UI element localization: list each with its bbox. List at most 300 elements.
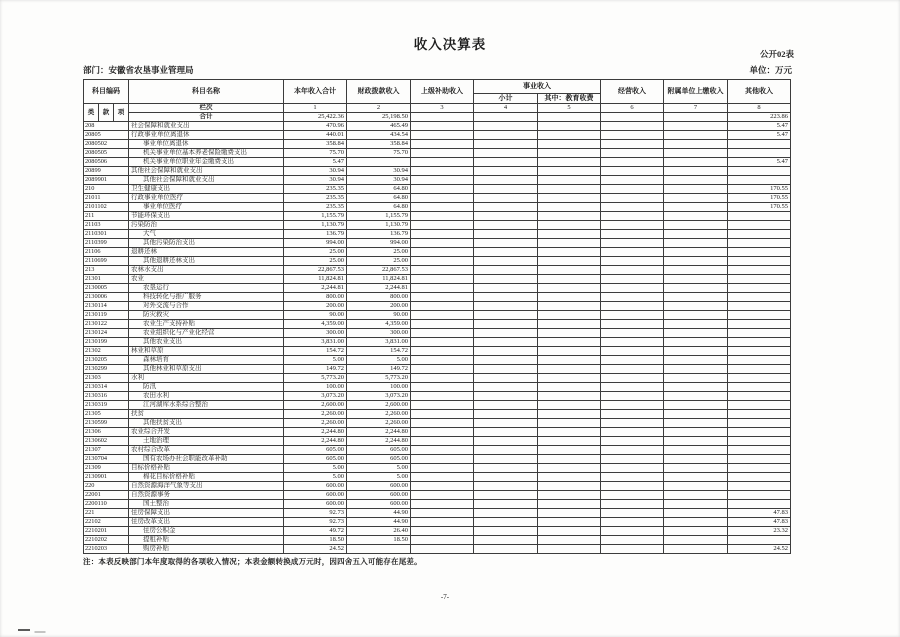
value-cell [538, 401, 601, 410]
value-cell [347, 158, 411, 167]
subject-name-cell: 机关事业单位基本养老保险缴费支出 [129, 149, 284, 158]
subject-name-cell: 江河湖库水系综合整治 [129, 401, 284, 410]
subject-code-cell: 2130205 [84, 356, 129, 365]
value-cell [538, 203, 601, 212]
value-cell [474, 428, 538, 437]
value-cell [538, 221, 601, 230]
table-row [84, 374, 791, 383]
value-cell [411, 383, 474, 392]
value-cell: 30.94 [284, 167, 347, 176]
header-subordinate-remit: 附属单位上缴收入 [664, 80, 728, 104]
value-cell [538, 131, 601, 140]
value-cell [601, 419, 664, 428]
value-cell [664, 122, 728, 131]
value-cell: 300.00 [284, 329, 347, 338]
value-cell: 2,244.81 [347, 284, 411, 293]
value-cell [728, 320, 791, 329]
value-cell [728, 410, 791, 419]
value-cell: 2,244.80 [347, 437, 411, 446]
value-cell: 170.55 [728, 194, 791, 203]
subject-name-cell: 农田水利 [129, 392, 284, 401]
value-cell: 136.79 [284, 230, 347, 239]
value-cell [728, 482, 791, 491]
value-cell [474, 509, 538, 518]
value-cell [538, 212, 601, 221]
subject-name-cell: 行政事业单位离退休 [129, 131, 284, 140]
subject-code-cell: 21307 [84, 446, 129, 455]
subject-name-cell: 国土整治 [129, 500, 284, 509]
value-cell [664, 401, 728, 410]
column-index-1: 1 [284, 104, 347, 113]
value-cell [474, 491, 538, 500]
value-cell [411, 446, 474, 455]
value-cell [728, 293, 791, 302]
value-cell [411, 428, 474, 437]
value-cell [664, 212, 728, 221]
value-cell: 23.32 [728, 527, 791, 536]
value-cell [474, 410, 538, 419]
subject-code-cell: 2080506 [84, 158, 129, 167]
value-cell [601, 131, 664, 140]
value-cell [664, 392, 728, 401]
value-cell: 92.73 [284, 509, 347, 518]
value-cell: 4,359.00 [347, 320, 411, 329]
value-cell [411, 437, 474, 446]
subject-name-cell: 住房公积金 [129, 527, 284, 536]
footnote: 注：本表反映部门本年度取得的各项收入情况；本表金额转换成万元时，因四舍五入可能存在尾差。 [83, 557, 422, 566]
subject-name-cell: 其他农业支出 [129, 338, 284, 347]
value-cell [538, 320, 601, 329]
subject-name-cell: 住房改革支出 [129, 518, 284, 527]
value-cell [601, 455, 664, 464]
subject-code-cell: 21303 [84, 374, 129, 383]
value-cell [601, 230, 664, 239]
table-row [84, 248, 791, 257]
value-cell [601, 257, 664, 266]
value-cell [601, 437, 664, 446]
subject-name-cell: 社会保障和就业支出 [129, 122, 284, 131]
value-cell [601, 383, 664, 392]
subject-name-cell: 棉花目标价格补贴 [129, 473, 284, 482]
total-value-1: 25,422.36 [284, 113, 347, 122]
table-row [84, 122, 791, 131]
value-cell: 64.80 [347, 203, 411, 212]
total-value-5 [538, 113, 601, 122]
value-cell [411, 230, 474, 239]
subject-code-cell: 220 [84, 482, 129, 491]
value-cell: 600.00 [284, 482, 347, 491]
value-cell [664, 482, 728, 491]
value-cell [601, 509, 664, 518]
value-cell [538, 509, 601, 518]
value-cell: 5.00 [284, 464, 347, 473]
value-cell [664, 149, 728, 158]
subject-code-cell: 2130314 [84, 383, 129, 392]
subject-code-cell: 2110301 [84, 230, 129, 239]
value-cell [538, 410, 601, 419]
value-cell [601, 464, 664, 473]
value-cell [664, 140, 728, 149]
value-cell [474, 401, 538, 410]
table-row [84, 158, 791, 167]
value-cell [601, 374, 664, 383]
subject-code-cell: 2130199 [84, 338, 129, 347]
table-row [84, 527, 791, 536]
subject-name-cell: 购房补贴 [129, 545, 284, 554]
subject-code-cell: 20805 [84, 131, 129, 140]
subject-name-cell: 自然资源事务 [129, 491, 284, 500]
subject-name-cell: 对外交流与合作 [129, 302, 284, 311]
value-cell [664, 248, 728, 257]
subject-code-cell: 2210202 [84, 536, 129, 545]
value-cell: 600.00 [347, 500, 411, 509]
value-cell [601, 392, 664, 401]
value-cell [664, 203, 728, 212]
table-row [84, 140, 791, 149]
value-cell [538, 500, 601, 509]
header-superior-subsidy: 上级补助收入 [411, 80, 474, 104]
value-cell [411, 401, 474, 410]
value-cell [411, 203, 474, 212]
subject-name-cell: 其他林业和草原支出 [129, 365, 284, 374]
subject-name-cell: 机关事业单位职业年金缴费支出 [129, 158, 284, 167]
subject-code-cell: 208 [84, 122, 129, 131]
subject-name-cell: 其他扶贫支出 [129, 419, 284, 428]
header-operating-income: 经营收入 [601, 80, 664, 104]
value-cell [474, 302, 538, 311]
table-row [84, 230, 791, 239]
subject-code-cell: 21011 [84, 194, 129, 203]
value-cell [411, 347, 474, 356]
value-cell: 30.94 [347, 176, 411, 185]
value-cell [474, 338, 538, 347]
value-cell [474, 257, 538, 266]
value-cell [411, 266, 474, 275]
total-row-label: 合计 [129, 113, 284, 122]
value-cell: 75.70 [347, 149, 411, 158]
value-cell [664, 131, 728, 140]
column-index-3: 3 [411, 104, 474, 113]
value-cell [538, 248, 601, 257]
value-cell [664, 527, 728, 536]
subject-name-cell: 科技转化与推广服务 [129, 293, 284, 302]
value-cell [538, 167, 601, 176]
value-cell: 25.00 [347, 257, 411, 266]
value-cell [601, 167, 664, 176]
value-cell [601, 176, 664, 185]
value-cell [538, 266, 601, 275]
value-cell [411, 329, 474, 338]
value-cell: 3,073.20 [284, 392, 347, 401]
value-cell [601, 338, 664, 347]
value-cell [474, 248, 538, 257]
value-cell: 5,773.20 [284, 374, 347, 383]
subject-code-cell: 221 [84, 509, 129, 518]
value-cell [601, 194, 664, 203]
table-row [84, 284, 791, 293]
value-cell [728, 302, 791, 311]
value-cell [728, 221, 791, 230]
value-cell [474, 536, 538, 545]
subject-code-cell: 2130599 [84, 419, 129, 428]
value-cell: 24.52 [284, 545, 347, 554]
table-row [84, 320, 791, 329]
value-cell [411, 194, 474, 203]
value-cell [601, 473, 664, 482]
table-row [84, 545, 791, 554]
value-cell [728, 167, 791, 176]
value-cell: 440.01 [284, 131, 347, 140]
column-index-2: 2 [347, 104, 411, 113]
value-cell: 30.94 [347, 167, 411, 176]
value-cell [411, 140, 474, 149]
value-cell: 200.00 [284, 302, 347, 311]
revenue-table-container [83, 79, 793, 567]
value-cell [538, 185, 601, 194]
value-cell [474, 185, 538, 194]
subject-name-cell: 农垦运行 [129, 284, 284, 293]
value-cell: 26.40 [347, 527, 411, 536]
value-cell [538, 158, 601, 167]
subject-code-cell: 2210201 [84, 527, 129, 536]
subject-code-cell: 2130901 [84, 473, 129, 482]
value-cell [728, 149, 791, 158]
value-cell [538, 176, 601, 185]
value-cell [664, 473, 728, 482]
value-cell: 25.00 [284, 248, 347, 257]
value-cell: 90.00 [347, 311, 411, 320]
value-cell [601, 428, 664, 437]
value-cell [474, 275, 538, 284]
value-cell: 49.72 [284, 527, 347, 536]
subject-name-cell: 目标价格补贴 [129, 464, 284, 473]
subject-name-cell: 农业生产支持补贴 [129, 320, 284, 329]
column-index-4: 4 [474, 104, 538, 113]
code-sub-kuan: 款 [99, 104, 114, 122]
subject-code-cell: 21302 [84, 347, 129, 356]
total-value-4 [474, 113, 538, 122]
table-row [84, 302, 791, 311]
value-cell [601, 500, 664, 509]
value-cell: 2,244.81 [284, 284, 347, 293]
subject-code-cell: 2130299 [84, 365, 129, 374]
value-cell [538, 122, 601, 131]
table-row [84, 257, 791, 266]
value-cell [538, 302, 601, 311]
subject-code-cell: 21106 [84, 248, 129, 257]
value-cell: 2,260.00 [347, 410, 411, 419]
value-cell [728, 347, 791, 356]
value-cell [538, 536, 601, 545]
table-row [84, 365, 791, 374]
value-cell [411, 122, 474, 131]
subject-code-cell: 2080505 [84, 149, 129, 158]
value-cell [728, 356, 791, 365]
subject-name-cell: 土地治理 [129, 437, 284, 446]
value-cell [474, 527, 538, 536]
value-cell [474, 455, 538, 464]
value-cell: 64.80 [347, 185, 411, 194]
value-cell [538, 230, 601, 239]
total-value-2: 25,198.50 [347, 113, 411, 122]
subject-code-cell: 213 [84, 266, 129, 275]
column-index-row [84, 104, 791, 113]
value-cell [474, 167, 538, 176]
value-cell: 100.00 [347, 383, 411, 392]
value-cell: 994.00 [347, 239, 411, 248]
scan-artifact [18, 629, 30, 631]
header-fiscal-appropriation: 财政拨款收入 [347, 80, 411, 104]
table-row [84, 491, 791, 500]
value-cell: 25.00 [347, 248, 411, 257]
value-cell [664, 347, 728, 356]
value-cell: 465.49 [347, 122, 411, 131]
value-cell: 1,130.79 [347, 221, 411, 230]
table-row [84, 275, 791, 284]
value-cell [411, 536, 474, 545]
value-cell [664, 230, 728, 239]
value-cell [474, 437, 538, 446]
value-cell [411, 410, 474, 419]
value-cell [411, 473, 474, 482]
value-cell [474, 293, 538, 302]
value-cell [538, 338, 601, 347]
value-cell [728, 140, 791, 149]
value-cell [474, 203, 538, 212]
table-row [84, 149, 791, 158]
value-cell: 75.70 [284, 149, 347, 158]
table-row [84, 212, 791, 221]
subject-code-cell: 2130319 [84, 401, 129, 410]
header-row-1 [84, 80, 791, 94]
value-cell [474, 446, 538, 455]
subject-code-cell: 21103 [84, 221, 129, 230]
value-cell: 22,867.53 [284, 266, 347, 275]
value-cell [411, 527, 474, 536]
total-value-7 [664, 113, 728, 122]
value-cell [538, 392, 601, 401]
value-cell [664, 491, 728, 500]
value-cell [474, 311, 538, 320]
value-cell [664, 257, 728, 266]
value-cell [538, 149, 601, 158]
value-cell [601, 221, 664, 230]
value-cell: 2,244.80 [347, 428, 411, 437]
subject-name-cell: 农业组织化与产业化经营 [129, 329, 284, 338]
value-cell [601, 545, 664, 554]
subject-name-cell: 农林水支出 [129, 266, 284, 275]
value-cell [728, 275, 791, 284]
subject-code-cell: 2110399 [84, 239, 129, 248]
value-cell: 18.50 [347, 536, 411, 545]
value-cell: 235.35 [284, 203, 347, 212]
value-cell: 3,831.00 [347, 338, 411, 347]
value-cell [411, 320, 474, 329]
revenue-table [83, 79, 791, 554]
table-row [84, 383, 791, 392]
value-cell [664, 221, 728, 230]
value-cell: 5.00 [347, 464, 411, 473]
value-cell: 3,831.00 [284, 338, 347, 347]
value-cell [474, 131, 538, 140]
header-other-income: 其他收入 [728, 80, 791, 104]
value-cell [411, 293, 474, 302]
value-cell: 11,824.81 [347, 275, 411, 284]
value-cell [411, 131, 474, 140]
value-cell: 2,600.00 [284, 401, 347, 410]
table-row [84, 356, 791, 365]
value-cell: 605.00 [284, 446, 347, 455]
value-cell [728, 257, 791, 266]
subject-name-cell: 事业单位医疗 [129, 203, 284, 212]
value-cell [728, 338, 791, 347]
table-body [84, 122, 791, 554]
unit-label: 单位：万元 [749, 65, 792, 75]
value-cell [664, 194, 728, 203]
value-cell [474, 419, 538, 428]
value-cell: 18.50 [284, 536, 347, 545]
table-row [84, 131, 791, 140]
table-row [84, 221, 791, 230]
value-cell [728, 491, 791, 500]
form-code-label: 公开02表 [759, 49, 794, 59]
subject-code-cell: 21305 [84, 410, 129, 419]
value-cell [601, 302, 664, 311]
subject-name-cell: 森林培育 [129, 356, 284, 365]
subject-code-cell: 21309 [84, 464, 129, 473]
value-cell [601, 347, 664, 356]
value-cell [474, 194, 538, 203]
value-cell: 358.84 [347, 140, 411, 149]
subject-name-cell: 提租补贴 [129, 536, 284, 545]
table-row [84, 347, 791, 356]
table-row [84, 518, 791, 527]
value-cell [664, 158, 728, 167]
value-cell [411, 455, 474, 464]
column-index-5: 5 [538, 104, 601, 113]
value-cell [664, 428, 728, 437]
value-cell [601, 149, 664, 158]
page-title: 收入决算表 [413, 37, 487, 52]
value-cell: 434.54 [347, 131, 411, 140]
value-cell [601, 365, 664, 374]
value-cell [538, 284, 601, 293]
value-cell [474, 473, 538, 482]
value-cell [538, 374, 601, 383]
subject-code-cell: 2130119 [84, 311, 129, 320]
value-cell: 2,244.80 [284, 437, 347, 446]
value-cell [728, 473, 791, 482]
value-cell [474, 500, 538, 509]
value-cell [601, 275, 664, 284]
value-cell: 47.83 [728, 518, 791, 527]
value-cell [411, 491, 474, 500]
value-cell [601, 446, 664, 455]
value-cell [601, 185, 664, 194]
value-cell [728, 383, 791, 392]
value-cell [728, 419, 791, 428]
subject-code-cell: 2130316 [84, 392, 129, 401]
value-cell [664, 320, 728, 329]
value-cell [474, 221, 538, 230]
value-cell [411, 212, 474, 221]
value-cell [728, 248, 791, 257]
value-cell [474, 365, 538, 374]
table-row [84, 203, 791, 212]
value-cell [601, 356, 664, 365]
value-cell [664, 293, 728, 302]
table-row [84, 311, 791, 320]
